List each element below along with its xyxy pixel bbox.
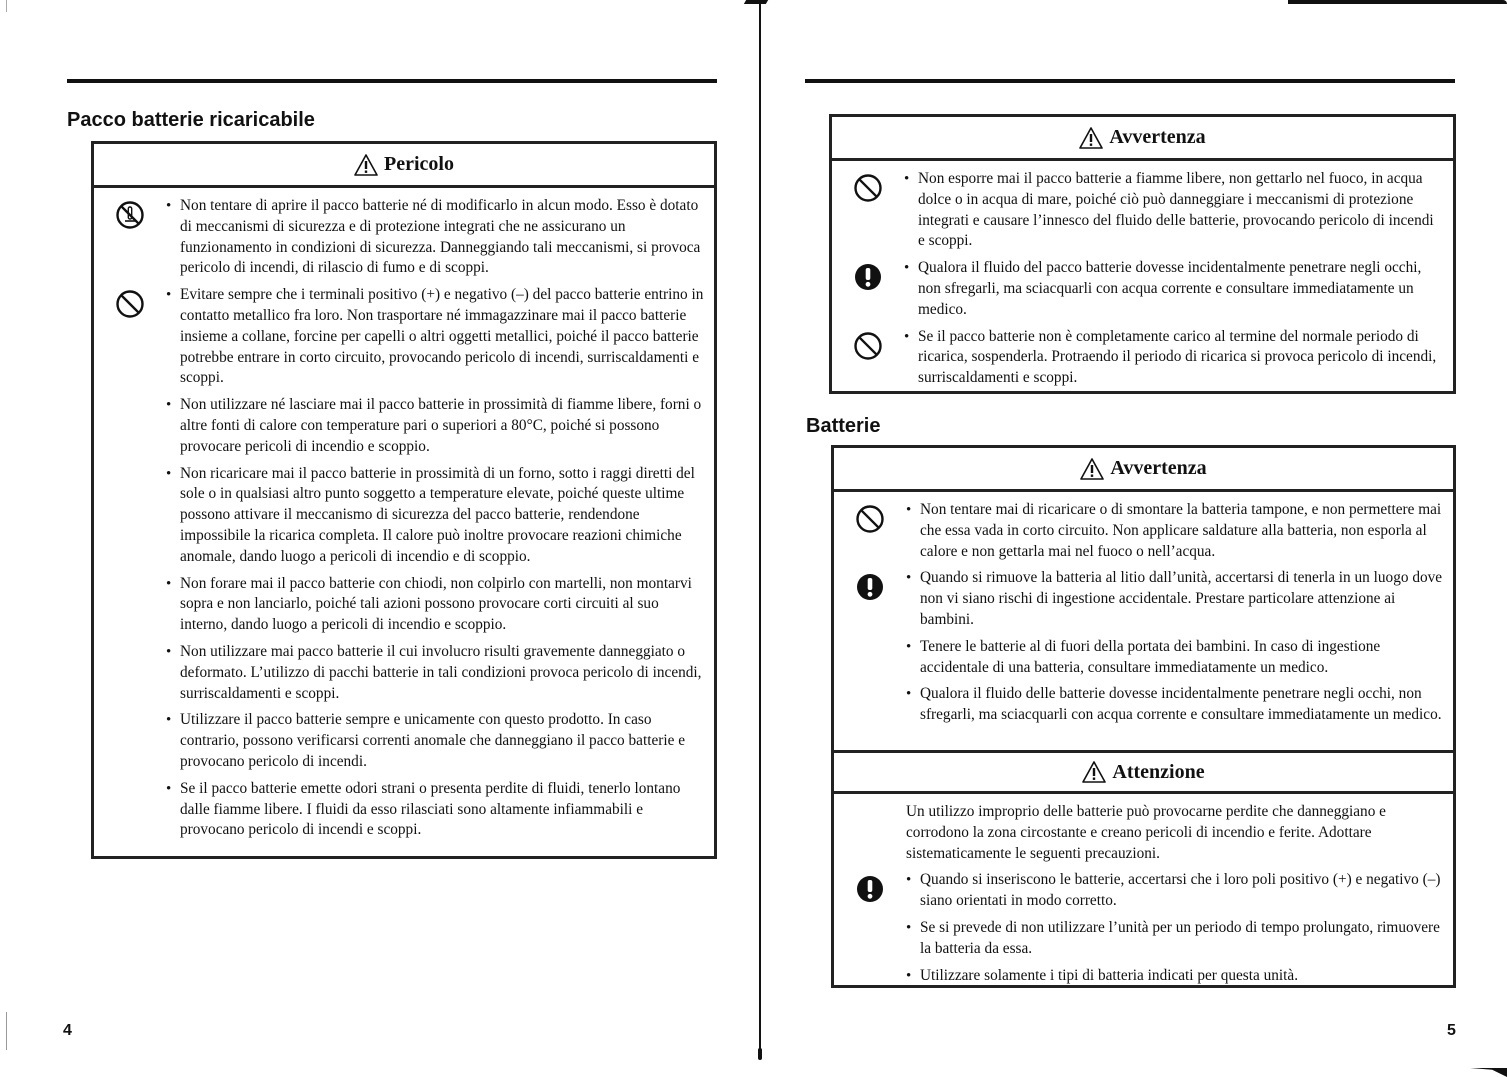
list-item [834, 918, 1443, 960]
bullet: • [906, 570, 912, 587]
bullet: • [906, 638, 912, 655]
icon-column [834, 966, 906, 970]
icon-column [94, 642, 166, 646]
mandatory-exclamation-icon [855, 572, 885, 602]
bullet: • [166, 780, 172, 797]
bullet: • [906, 919, 912, 936]
mandatory-exclamation-icon [855, 874, 885, 904]
page-number: 4 [63, 1022, 72, 1039]
icon-column [832, 258, 904, 292]
icon-column [834, 684, 906, 688]
item-text: Qualora il fluido del pacco batterie dovesse incidentalmente penetrare negli occhi, non sfregarli, ma sciacquarli con acqua corrente e consultare immediatamente un medico. [918, 259, 1422, 318]
prohibited-icon [115, 289, 145, 319]
header-rule [67, 79, 717, 83]
warning-list [832, 161, 1453, 399]
item-text: Utilizzare solamente i tipi di batteria indicati per questa unità. [920, 966, 1299, 984]
list-item [834, 500, 1443, 562]
item-text: Non ricaricare mai il pacco batterie in prossimità di un forno, sotto i raggi diretti del sole o in qualsiasi altro punto soggetto a temperature elevate, poiché queste ultime possono attivare il meccanismo di sicurezza del pacco batterie, rendendone impossibile la ricarica completa. Il calore può inoltre provocare reazioni chimiche anomale, dando luogo a pericoli di incendio e di scoppio. [180, 464, 695, 565]
prohibited-icon [855, 504, 885, 534]
warning-triangle-icon [354, 154, 378, 176]
caution-section [834, 794, 1453, 997]
bullet: • [166, 643, 172, 660]
item-text: Non utilizzare mai pacco batterie il cui involucro risulti gravemente danneggiato o deformato. L’utilizzo di pacchi batterie in tali condizioni provoca pericolo di incendi, surriscaldamenti e scoppi. [180, 642, 702, 702]
list-item [94, 196, 704, 279]
bullet: • [166, 397, 172, 414]
bullet: • [904, 171, 910, 187]
list-item [832, 258, 1443, 320]
bullet: • [906, 872, 912, 889]
list-item [94, 779, 704, 841]
item-text: Utilizzare il pacco batterie sempre e unicamente con questo prodotto. In caso contrario, possono verificarsi correnti anomale che danneggiano il pacco batterie e provocano pericolo di incendi. [180, 711, 686, 770]
batterie-box [831, 445, 1456, 988]
item-text: Non tentare mai di ricaricare o di smontare la batteria tampone, e non permettere mai che essa vada in corto circuito. Non applicare saldature alla batteria, non esporla al calore e non gettarla mai nel fuoco o nell’acqua. [920, 501, 1442, 560]
no-disassembly-icon [115, 200, 145, 230]
page-number: 5 [1447, 1022, 1456, 1039]
icon-column [834, 637, 906, 641]
icon-column [832, 327, 904, 361]
icon-column [834, 870, 906, 904]
bullet: • [166, 287, 172, 304]
icon-column [94, 464, 166, 468]
caution-list [834, 870, 1443, 986]
icon-column [834, 918, 906, 922]
box-header [832, 117, 1453, 161]
warning-triangle-icon [1079, 127, 1103, 149]
box-heading: Avvertenza [1110, 457, 1207, 479]
binding-mark [744, 0, 768, 4]
item-text: Quando si rimuove la batteria al litio dall’unità, accertarsi di tenerla in un luogo dove non vi siano rischi di ingestione accidentale. Prestare particolare attenzione ai bambini. [920, 569, 1443, 628]
icon-column [94, 710, 166, 714]
page-edge-mark [6, 0, 7, 12]
warning-triangle-icon [1080, 458, 1104, 480]
page-spine-divider [759, 0, 761, 1050]
list-item [94, 642, 704, 704]
icon-column [834, 500, 906, 534]
item-text: Quando si inseriscono le batterie, accertarsi che i loro poli positivo (+) e negativo (–) siano orientati in modo corretto. [920, 871, 1441, 910]
prohibited-icon [853, 331, 883, 361]
avvertenza-box [829, 114, 1456, 394]
item-text: Se il pacco batterie non è completamente carico al termine del normale periodo di ricarica, sospenderla. Protraendo il periodo di ricarica si provoca pericolo di incendi, surriscaldamenti e scoppi. [918, 327, 1437, 387]
list-item [832, 327, 1443, 389]
page-edge-mark [6, 1012, 7, 1050]
warning-triangle-icon [1082, 761, 1106, 783]
icon-column [834, 568, 906, 602]
list-item [834, 637, 1443, 679]
box-heading: Attenzione [1112, 760, 1205, 783]
bullet: • [904, 260, 910, 277]
caution-intro: Un utilizzo improprio delle batterie può provocarne perdite che danneggiano e corrodono la zona circostante e creano pericoli di incendio e ferite. Adottare sistematicamente le seguenti precauzioni. [906, 803, 1386, 862]
item-text: Non tentare di aprire il pacco batterie né di modificarlo in alcun modo. Esso è dotato di meccanismi di sicurezza e di protezione integrati che ne assicurano un funzionamento in condizioni di sicurezza. Danneggiando tali meccanismi, si provoca pericolo di incendi, di rilascio di fumo e di scoppi. [180, 197, 701, 277]
list-item [94, 395, 704, 457]
list-item [94, 464, 704, 568]
icon-column [94, 395, 166, 399]
box-header [834, 448, 1453, 492]
icon-column [94, 779, 166, 783]
section-title: Pacco batterie ricaricabile [67, 109, 315, 131]
warning-list [834, 492, 1453, 750]
list-item [834, 568, 1443, 630]
bullet: • [166, 712, 172, 729]
section-title: Batterie [806, 415, 881, 437]
item-text: Non utilizzare né lasciare mai il pacco batterie in prossimità di fiamme libere, forni o altre fonti di calore con temperature pari o superiori a 80°C, poiché si possono provocare pericoli di incendio e scoppio. [180, 396, 702, 455]
icon-column [832, 169, 904, 203]
item-text: Non forare mai il pacco batterie con chiodi, non colpirlo con martelli, non montarvi sopra e non lanciarlo, poiché tali azioni possono provocare corti circuiti al suo interno, dando luogo a pericoli di incendio e scoppio. [180, 574, 692, 634]
list-item [94, 285, 704, 389]
item-text: Evitare sempre che i terminali positivo (+) e negativo (–) del pacco batterie entrino in contatto metallico fra loro. Non trasportare né immagazzinare mai il pacco batterie insieme a collane, forcine per capelli o altri oggetti metallici, poiché il pacco batterie potrebbe entrare in corto circuito, provocando pericolo di incendi, surriscaldamenti e scoppi. [180, 286, 704, 387]
bullet: • [906, 686, 912, 703]
bullet: • [906, 967, 912, 984]
icon-column [94, 285, 166, 319]
box-header [94, 144, 714, 188]
mandatory-exclamation-icon [853, 262, 883, 292]
prohibited-icon [853, 173, 883, 203]
box-heading: Avvertenza [1109, 126, 1206, 148]
item-text: Non esporre mai il pacco batterie a fiamme libere, non gettarlo nel fuoco, in acqua dolce o in acqua di mare, poiché ciò può danneggiare i meccanismi di protezione integrati e causare l’innesco del fluido delle batterie, provocando pericolo di incendi e scoppi. [918, 170, 1434, 250]
item-text: Tenere le batterie al di fuori della portata dei bambini. In caso di ingestione accidentale di una batteria, consultare immediatamente un medico. [920, 637, 1381, 676]
bullet: • [166, 198, 172, 214]
bullet: • [906, 502, 912, 518]
list-item [832, 169, 1443, 252]
item-text: Se il pacco batterie emette odori strani o presenta perdite di fluidi, tenerlo lontano dalle fiamme libere. I fluidi da esso rilasciati sono altamente infiammabili e provocano pericolo di incendi e scoppi. [180, 779, 681, 839]
bullet: • [904, 328, 910, 345]
list-item [834, 966, 1443, 987]
icon-column [94, 574, 166, 578]
pericolo-box [91, 141, 717, 859]
list-item [834, 684, 1443, 726]
page-corner-edge [1470, 1068, 1507, 1077]
binding-mark [758, 1048, 762, 1060]
warning-list [94, 188, 714, 851]
item-text: Se si prevede di non utilizzare l’unità per un periodo di tempo prolungato, rimuovere la batteria da essa. [920, 918, 1440, 957]
list-item [834, 870, 1443, 912]
icon-column [94, 196, 166, 230]
bullet: • [166, 465, 172, 482]
header-rule [805, 79, 1455, 83]
box-heading: Pericolo [384, 153, 454, 175]
box-header [834, 750, 1453, 794]
bullet: • [166, 575, 172, 592]
item-text: Qualora il fluido delle batterie dovesse incidentalmente penetrare negli occhi, non sfregarli, ma sciacquarli con acqua corrente e consultare immediatamente un medico. [920, 685, 1442, 724]
list-item [94, 710, 704, 772]
list-item [94, 574, 704, 636]
page-corner-edge [1288, 0, 1507, 4]
